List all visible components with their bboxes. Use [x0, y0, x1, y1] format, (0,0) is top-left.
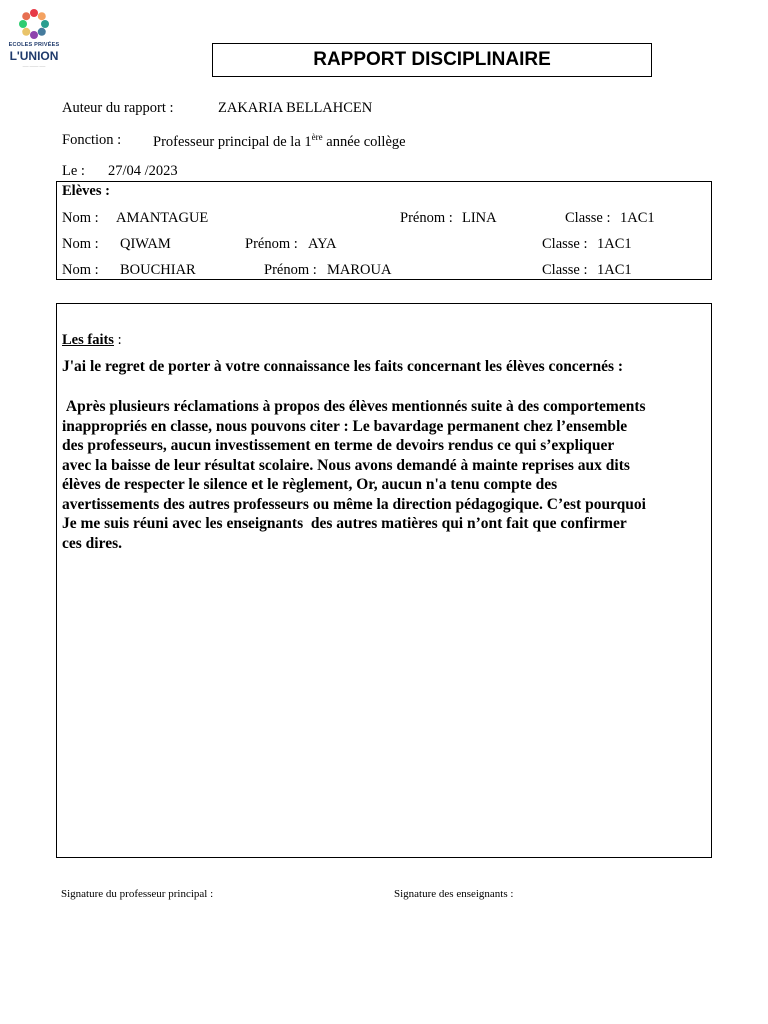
- author-value: ZAKARIA BELLAHCEN: [218, 100, 373, 116]
- students-box: [56, 181, 712, 280]
- function-value-prefix: Professeur principal de la 1: [153, 133, 312, 150]
- facts-intro: J'ai le regret de porter à votre connaissance les faits concernant les élèves concernés :: [62, 358, 624, 375]
- student-2-nom-label: Nom :: [62, 236, 99, 252]
- student-3-prenom: MAROUA: [327, 262, 392, 278]
- student-2-classe: 1AC1: [597, 236, 632, 252]
- student-3-prenom-label: Prénom :: [264, 262, 317, 278]
- function-value-suffix: année collège: [322, 133, 406, 150]
- logo-petal: [30, 9, 38, 17]
- logo-petal: [41, 20, 49, 28]
- facts-label: [62, 332, 122, 349]
- logo-text-line3: —— ——— ——: [22, 64, 46, 68]
- student-2-prenom: AYA: [308, 236, 337, 252]
- function-value-sup: ère: [311, 132, 323, 142]
- students-heading: Elèves :: [62, 183, 110, 199]
- logo-text-line1: ECOLES PRIVÉES: [8, 42, 60, 48]
- logo-petal: [38, 28, 46, 36]
- student-1-classe-label: Classe :: [565, 210, 611, 226]
- student-1-prenom: LINA: [462, 210, 497, 226]
- student-2-classe-label: Classe :: [542, 236, 588, 252]
- function-value: [153, 132, 406, 151]
- signature-teachers: Signature des enseignants :: [394, 888, 514, 900]
- school-logo: [6, 6, 62, 70]
- function-label: Fonction :: [62, 132, 122, 148]
- facts-body: Après plusieurs réclamations à propos des élèves mentionnés suite à des comportements inappropriés en classe, nous pouvons citer : Le bavardage permanent chez l’ensemble des professeurs, aucun investissement en terme de devoirs rendus ce qui s’expliquer avec la baisse de leur résultat scolaire. Nous avons demandé à mainte reprises aux dits élèves de respecter le silence et le règlement, Or, aucun n'a tenu compte des avertissements des autres professeurs ou même la direction pédagogique. C’est pourquoi Je me suis réuni avec les enseignants des autres matières qui n’ont fait que confirmer ces dires.: [62, 398, 646, 552]
- logo-petal: [38, 12, 46, 20]
- report-title: RAPPORT DISCIPLINAIRE: [212, 43, 652, 77]
- logo-text-line2: L'UNION: [9, 49, 59, 63]
- signature-principal: Signature du professeur principal :: [61, 888, 214, 900]
- student-1-nom: AMANTAGUE: [116, 210, 209, 226]
- logo-petal: [22, 12, 30, 20]
- student-3-classe-label: Classe :: [542, 262, 588, 278]
- student-2-nom: QIWAM: [120, 236, 171, 252]
- author-label: Auteur du rapport :: [62, 100, 174, 116]
- student-2-prenom-label: Prénom :: [245, 236, 298, 252]
- logo-petal: [19, 20, 27, 28]
- student-1-classe: 1AC1: [620, 210, 655, 226]
- facts-label-suffix: :: [113, 332, 122, 348]
- logo-petal: [30, 31, 38, 39]
- facts-box: [56, 303, 712, 858]
- facts-label-text: Les faits: [62, 332, 114, 348]
- student-3-nom: BOUCHIAR: [120, 262, 196, 278]
- logo-petal: [22, 28, 30, 36]
- student-3-classe: 1AC1: [597, 262, 632, 278]
- student-3-nom-label: Nom :: [62, 262, 99, 278]
- date-label: Le :: [62, 163, 85, 179]
- student-1-nom-label: Nom :: [62, 210, 99, 226]
- date-value: 27/04 /2023: [108, 163, 178, 179]
- student-1-prenom-label: Prénom :: [400, 210, 453, 226]
- logo-flower-icon: [14, 6, 54, 42]
